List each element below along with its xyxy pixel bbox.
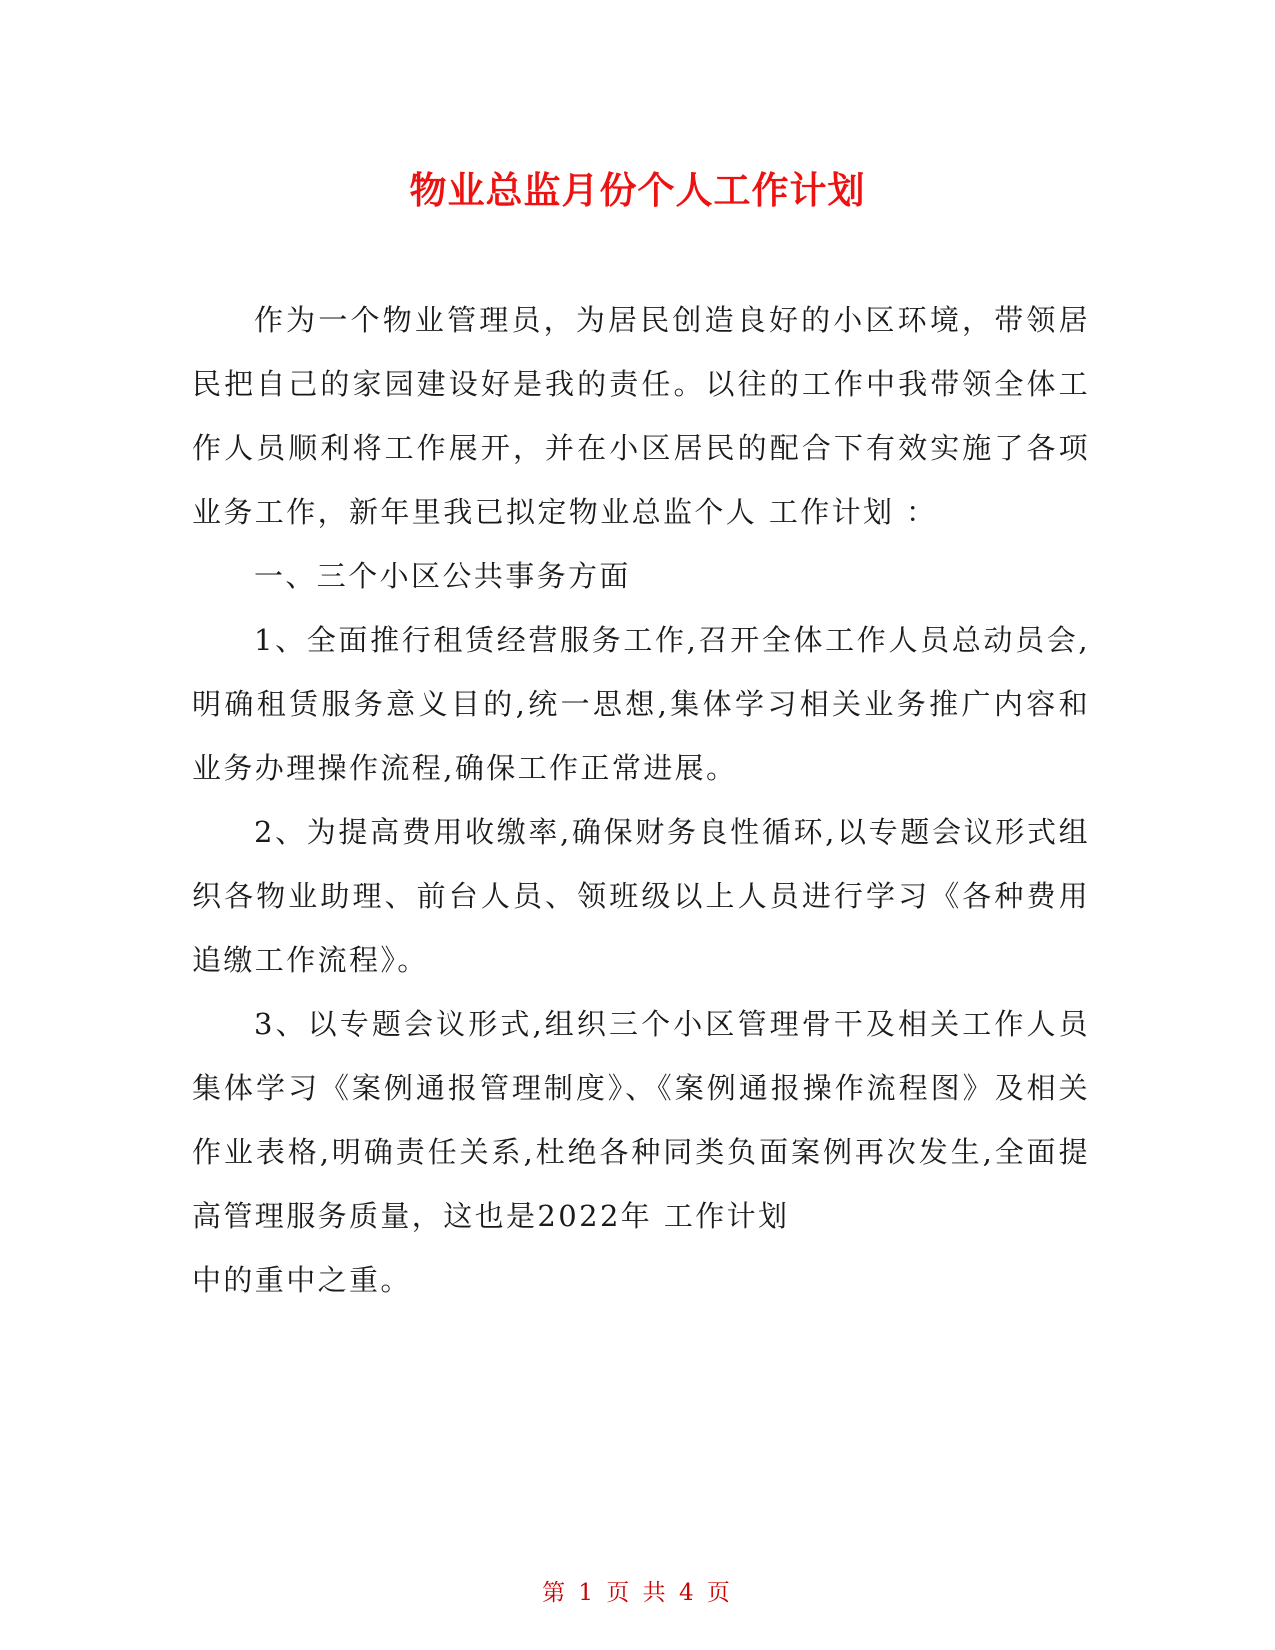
page-number-label: 第 1 页 共 4 页: [542, 1580, 733, 1606]
item-paragraph-2: 2、为提高费用收缴率,确保财务良性循环,以专题会议形式组织各物业助理、前台人员、领班级以上人员进行学习《各种费用追缴工作流程》。: [192, 815, 1090, 977]
item-paragraph-3-continuation: 中的重中之重。: [192, 1263, 412, 1297]
page-footer: [0, 1574, 1275, 1607]
section-heading: 一、三个小区公共事务方面: [254, 559, 631, 593]
document-title: 物业总监月份个人工作计划: [409, 169, 866, 212]
item-paragraph-3: 3、以专题会议形式,组织三个小区管理骨干及相关工作人员集体学习《案例通报管理制度》、《案例通报操作流程图》及相关作业表格,明确责任关系,杜绝各种同类负面案例再次发生,全面提高管理服务质量，这也是2022年 工作计划: [192, 1007, 1090, 1233]
intro-paragraph: 作为一个物业管理员，为居民创造良好的小区环境，带领居民把自己的家园建设好是我的责任。以往的工作中我带领全体工作人员顺利将工作展开，并在小区居民的配合下有效实施了各项业务工作，新年里我已拟定物业总监个人 工作计划 ：: [192, 303, 1090, 529]
item-paragraph-1: 1、全面推行租赁经营服务工作,召开全体工作人员总动员会,明确租赁服务意义目的,统一思想,集体学习相关业务推广内容和业务办理操作流程,确保工作正常进展。: [192, 623, 1090, 785]
document-body: [192, 288, 1090, 1312]
